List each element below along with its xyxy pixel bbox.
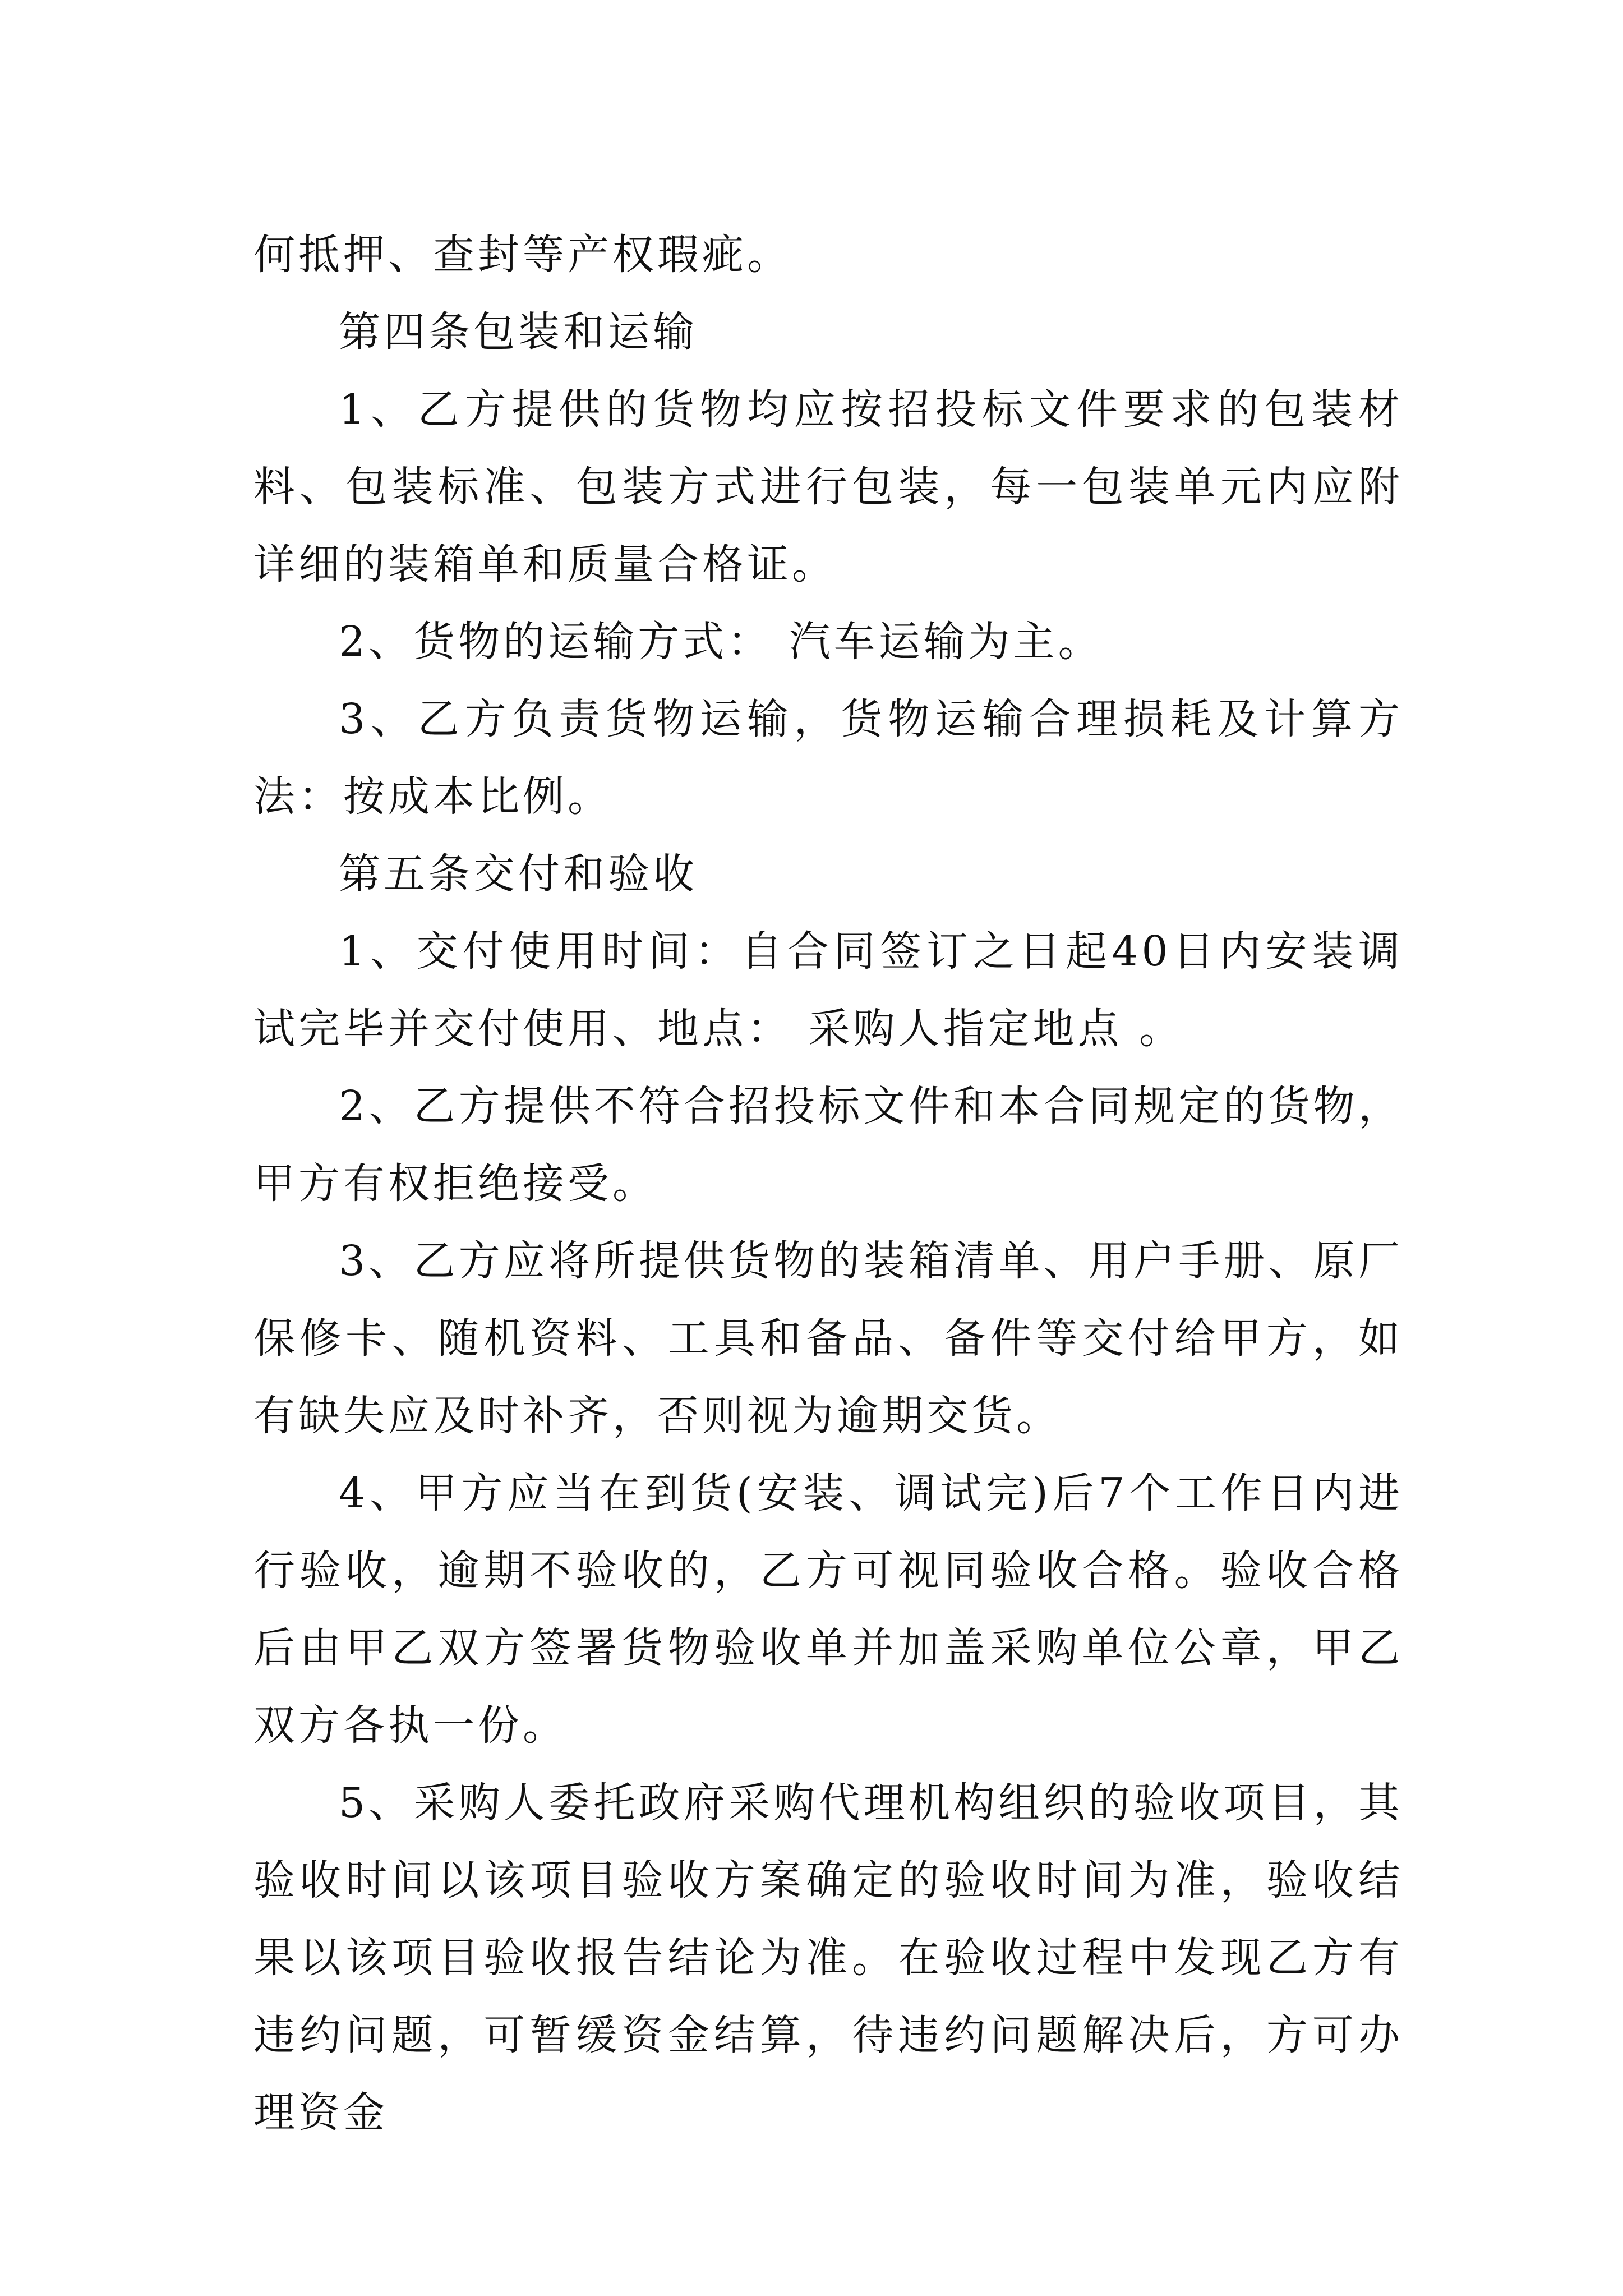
paragraph-reject-goods: 2、乙方提供不符合招投标文件和本合同规定的货物，甲方有权拒绝接受。 (253, 1082, 1403, 1208)
section-heading-article-5: 第五条交付和验收 (339, 850, 698, 898)
paragraph-acceptance: 4、甲方应当在到货(安装、调试完)后7个工作日内进行验收，逾期不验收的，乙方可视同验收合格。验收合格后由甲乙双方签署货物验收单并加盖采购单位公章，甲乙双方各执一份。 (253, 1469, 1403, 1750)
paragraph-delivery-time: 1、交付使用时间：自合同签订之日起40日内安装调试完毕并交付使用、地点： 采购人指定地点 。 (253, 927, 1403, 1053)
document-body (253, 216, 1403, 2151)
paragraph-packaging-1: 1、乙方提供的货物均应按招投标文件要求的包装材料、包装标准、包装方式进行包装，每一包装单元内应附详细的装箱单和质量合格证。 (253, 385, 1403, 588)
section-heading-article-4: 第四条包装和运输 (339, 308, 698, 356)
paragraph-continuation: 何抵押、查封等产权瑕疵。 (253, 231, 792, 279)
paragraph-packing-list: 3、乙方应将所提供货物的装箱清单、用户手册、原厂保修卡、随机资料、工具和备品、备件等交付给甲方，如有缺失应及时补齐，否则视为逾期交货。 (253, 1237, 1403, 1440)
paragraph-transport-loss: 3、乙方负责货物运输，货物运输合理损耗及计算方法：按成本比例。 (253, 695, 1403, 821)
paragraph-agency-acceptance: 5、采购人委托政府采购代理机构组织的验收项目，其验收时间以该项目验收方案确定的验收时间为准，验收结果以该项目验收报告结论为准。在验收过程中发现乙方有违约问题，可暂缓资金结算，待违约问题解决后，方可办理资金 (253, 1779, 1403, 2137)
paragraph-transport-method: 2、货物的运输方式： 汽车运输为主。 (339, 618, 1103, 666)
